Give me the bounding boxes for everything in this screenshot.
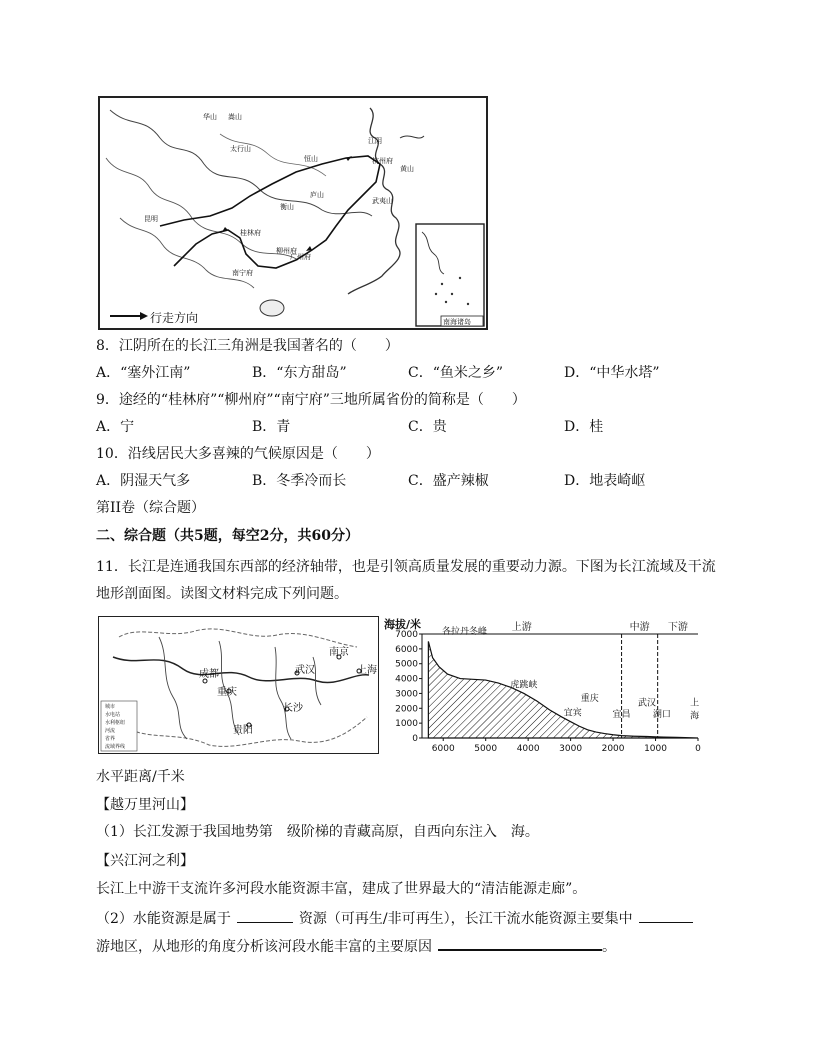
place-label: 南宁府 <box>232 269 253 277</box>
place-label: 江阴 <box>368 137 382 145</box>
y-tick-label: 0 <box>412 734 418 744</box>
y-tick-label: 2000 <box>395 704 418 715</box>
route-map <box>98 96 488 330</box>
map-legend-item: 流域界线 <box>105 744 126 750</box>
x-tick-label: 3000 <box>559 744 583 754</box>
question-10-option-a[interactable]: A．阴湿天气多 <box>96 473 191 489</box>
question-11-intro-line1: 11．长江是连通我国东西部的经济轴带，也是引领高质量发展的重要动力源。下图为长江流域及干流 <box>96 559 716 575</box>
city-label: 武汉 <box>295 665 315 676</box>
place-label: 恒山 <box>304 155 318 163</box>
question-9-option-b[interactable]: B．青 <box>252 419 291 435</box>
answer-blank-reason[interactable] <box>438 935 602 951</box>
question-9-stem: 9．途经的“桂林府”“柳州府”“南宁府”三地所属省份的简称是（ ） <box>96 392 526 408</box>
y-tick-label: 4000 <box>395 674 418 685</box>
chart-ylabel: 海拔/米 <box>384 618 422 631</box>
profile-annotation: 上 <box>690 698 700 709</box>
place-label: 桂林府 <box>240 229 261 237</box>
question-8-option-b[interactable]: B．“东方甜岛” <box>252 365 347 381</box>
x-tick-label: 0 <box>695 744 701 754</box>
x-tick-label: 2000 <box>601 744 625 754</box>
section-2-question-line1 <box>96 908 693 928</box>
question-10-stem: 10．沿线居民大多喜辣的气候原因是（ ） <box>96 446 380 462</box>
section-2-q-part2: 资源（可再生/非可再生），长江干流水能资源主要集中 <box>298 911 633 927</box>
section-2-q-end: 。 <box>602 939 616 955</box>
section-1-title: 【越万里河山】 <box>96 797 194 813</box>
profile-annotation: 武汉 <box>638 698 657 709</box>
city-label: 南京 <box>329 647 349 658</box>
question-10-option-c[interactable]: C．盛产辣椒 <box>408 473 489 489</box>
profile-annotation: 重庆 <box>580 693 599 704</box>
x-tick-label: 1000 <box>644 744 667 754</box>
question-9-option-c[interactable]: C．贵 <box>408 419 447 435</box>
answer-blank-resource-type[interactable] <box>237 908 293 923</box>
x-tick-label: 6000 <box>431 744 455 754</box>
place-label: 昆明 <box>144 215 158 223</box>
x-tick-label: 4000 <box>516 744 540 754</box>
place-label: 黄山 <box>400 165 414 173</box>
map-legend-item: 省界 <box>105 736 116 742</box>
city-label: 成都 <box>199 669 219 680</box>
profile-annotation: 海 <box>690 711 700 722</box>
chart-xlabel: 水平距离/千米 <box>96 769 185 785</box>
city-label: 长沙 <box>283 703 303 714</box>
section-2-title: 【兴江河之利】 <box>96 853 194 869</box>
place-label: 杭州府 <box>372 157 393 165</box>
question-9-option-d[interactable]: D．桂 <box>564 419 604 435</box>
y-tick-label: 5000 <box>395 659 418 670</box>
y-tick-label: 6000 <box>395 644 418 655</box>
question-10-option-b[interactable]: B．冬季冷而长 <box>252 473 347 489</box>
volume-label: 第II卷（综合题） <box>96 500 206 516</box>
map-legend-item: 城市 <box>105 704 116 710</box>
section-2-text: 长江上中游干支流许多河段水能资源丰富，建成了世界最大的“清洁能源走廊”。 <box>96 881 587 897</box>
question-9-option-a[interactable]: A．宁 <box>96 419 135 435</box>
profile-chart-svg <box>380 614 720 762</box>
question-10-option-d[interactable]: D．地表崎岖 <box>564 473 646 489</box>
map-legend-item: 水利枢纽 <box>105 720 126 726</box>
profile-annotation: 虎跳峡 <box>510 680 538 691</box>
map-legend-item: 水电站 <box>105 712 121 718</box>
place-label: 华山 <box>203 113 217 121</box>
segment-label: 中游 <box>629 622 650 633</box>
city-label: 上海 <box>357 665 377 676</box>
y-tick-label: 7000 <box>395 630 418 640</box>
inset-label: 南海诸岛 <box>443 318 471 326</box>
basin-map <box>98 616 379 754</box>
question-8-stem: 8．江阴所在的长江三角洲是我国著名的（ ） <box>96 338 399 354</box>
profile-annotation: 各拉丹冬峰 <box>441 627 487 637</box>
place-label: 庐山 <box>310 191 324 199</box>
section-2-q-part3: 游地区，从地形的角度分析该河段水能丰富的主要原因 <box>96 939 432 955</box>
route-map-drawing <box>100 98 486 328</box>
section-2-question-line2 <box>96 935 616 956</box>
profile-annotation: 湖口 <box>652 710 671 721</box>
segment-label: 下游 <box>667 622 688 633</box>
profile-annotation: 宜昌 <box>612 710 631 721</box>
x-tick-label: 5000 <box>474 744 498 754</box>
place-label: 广州府 <box>290 253 311 261</box>
section-2-q-part1: （2）水能资源是属于 <box>96 911 231 927</box>
city-label: 贵阳 <box>233 725 253 736</box>
city-label: 重庆 <box>217 687 237 698</box>
question-8-option-c[interactable]: C．“鱼米之乡” <box>408 365 504 381</box>
place-label: 太行山 <box>230 145 251 153</box>
segment-label: 上游 <box>511 622 532 633</box>
question-11-intro-line2: 地形剖面图。读图文材料完成下列问题。 <box>96 586 348 602</box>
place-label: 柳州府 <box>276 247 297 255</box>
section-title: 二、综合题（共5题，每空2分，共60分） <box>96 528 359 544</box>
legend-label: 行走方向 <box>150 311 199 325</box>
question-8-option-a[interactable]: A．“塞外江南” <box>96 365 191 381</box>
answer-blank-river-section[interactable] <box>639 908 693 923</box>
place-label: 嵩山 <box>228 113 242 121</box>
profile-annotation: 宜宾 <box>563 708 582 719</box>
y-tick-label: 1000 <box>395 719 418 730</box>
y-tick-label: 3000 <box>395 689 418 700</box>
question-8-option-d[interactable]: D．“中华水塔” <box>564 365 660 381</box>
section-1-question: （1）长江发源于我国地势第 级阶梯的青藏高原，自西向东注入 海。 <box>96 824 539 840</box>
profile-chart <box>380 614 720 762</box>
map-legend-item: 河流 <box>105 728 116 734</box>
place-label: 衡山 <box>280 203 294 211</box>
place-label: 武夷山 <box>372 197 393 205</box>
